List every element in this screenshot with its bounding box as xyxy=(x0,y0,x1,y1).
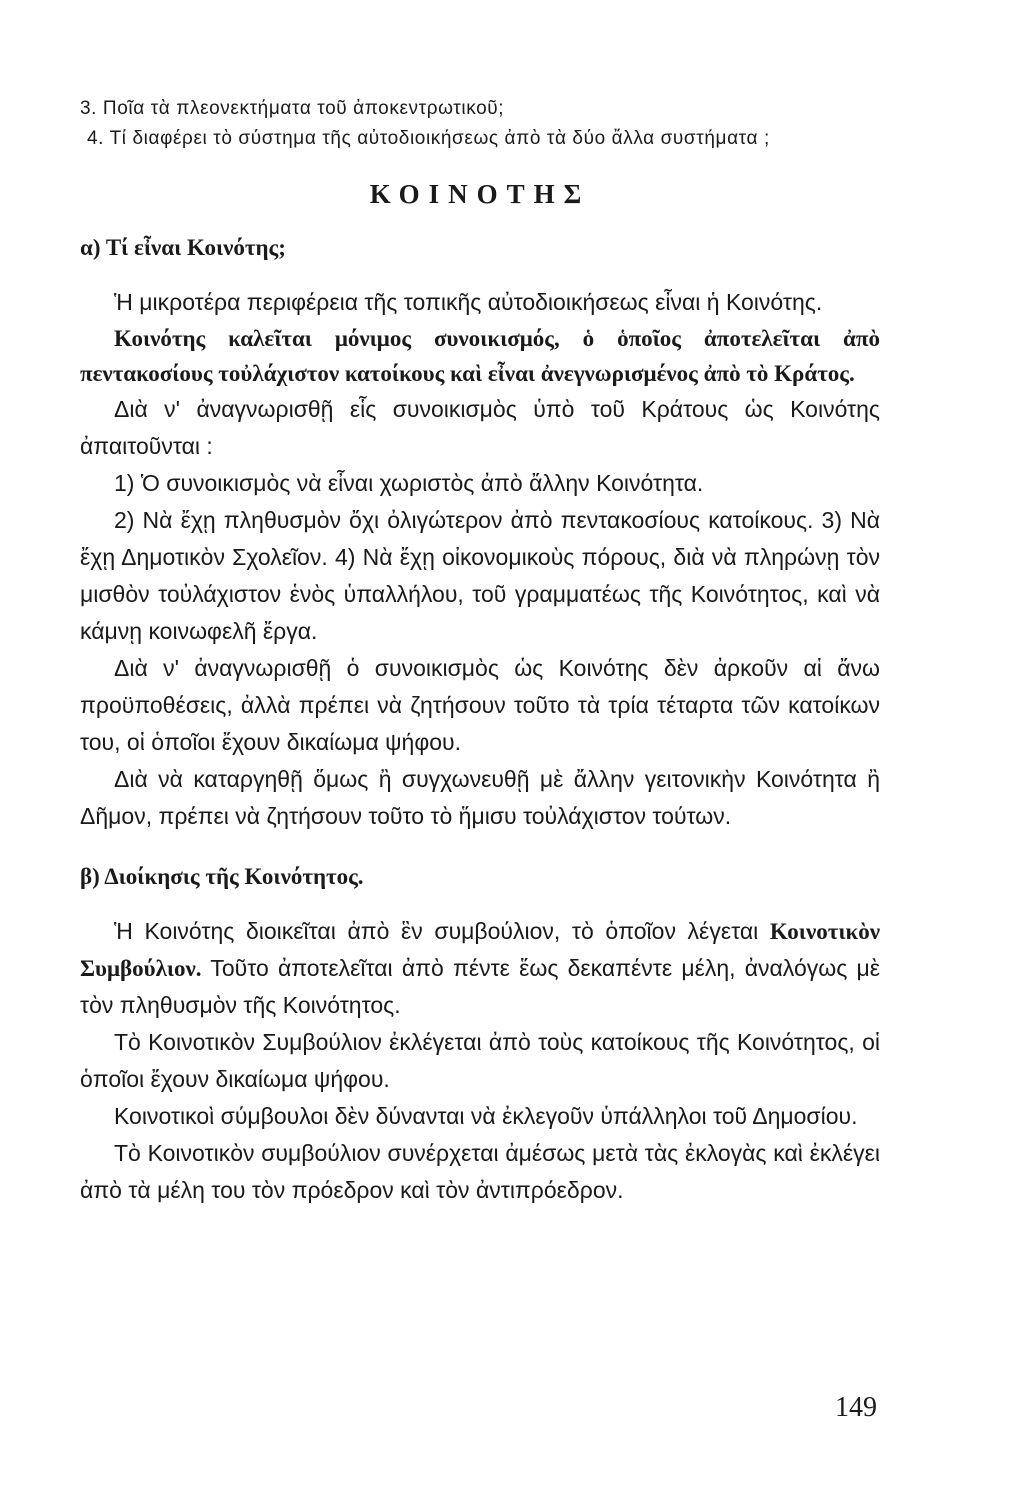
community-definition: Κοινότης καλεῖται μόνιμος συνοικισμός, ὁ ὁποῖος ἀποτελεῖται ἀπὸ πεντακοσίους τοὐλάχιστον κατοίκους καὶ εἶναι ἀνεγνωρισμένος ἀπὸ τὸ Κράτος. xyxy=(80,326,880,386)
page-number: 149 xyxy=(835,1392,877,1423)
page-content xyxy=(80,94,880,1209)
section-a-paragraph-4: Διὰ ν' ἀναγνωρισθῇ ὁ συνοικισμὸς ὡς Κοινότης δὲν ἀρκοῦν αἱ ἄνω προϋποθέσεις, ἀλλὰ πρέπει νὰ ζητήσουν τοῦτο τὰ τρία τέταρτα τῶν κατοίκων του, οἱ ὁποῖοι ἔχουν δικαίωμα ψήφου. xyxy=(80,655,880,755)
council-term: Κοινοτικὸν Συμβούλιον. xyxy=(80,919,880,981)
section-a-paragraph-5: Διὰ νὰ καταργηθῇ ὅμως ἢ συγχωνευθῇ μὲ ἄλλην γειτονικὴν Κοινότητα ἢ Δῆμον, πρέπει νὰ ζητήσουν τοῦτο τὸ ἥμισυ τοὐλάχιστον τούτων. xyxy=(80,766,880,829)
chapter-title: ΚΟΙΝΟΤΗΣ xyxy=(369,179,591,209)
section-a-paragraph-3: Διὰ ν' ἀναγνωρισθῇ εἷς συνοικισμὸς ὑπὸ τοῦ Κράτους ὡς Κοινότης ἀπαιτοῦνται : xyxy=(80,396,880,459)
requirement-1: 1) Ὁ συνοικισμὸς νὰ εἶναι χωριστὸς ἀπὸ ἄλλην Κοινότητα. xyxy=(114,470,704,496)
section-b-heading: β) Διοίκησις τῆς Κοινότητος. xyxy=(80,864,364,889)
section-b-paragraph-1 xyxy=(80,913,880,1024)
requirements-2-4: 2) Νὰ ἔχῃ πληθυσμὸν ὄχι ὀλιγώτερον ἀπὸ πεντακοσίους κατοίκους. 3) Νὰ ἔχῃ Δημοτικὸν Σχολεῖον. 4) Νὰ ἔχῃ οἰκονομικοὺς πόρους, διὰ νὰ πληρώνῃ τὸν μισθὸν τοὐλάχιστον ἑνὸς ὑπαλλήλου, τοῦ γραμματέως τῆς Κοινότητος, καὶ νὰ κάμνῃ κοινωφελῆ ἔργα. xyxy=(80,507,880,644)
section-b-p1-end: Τοῦτο ἀποτελεῖται ἀπὸ πέντε ἕως δεκαπέντε μέλη, ἀναλόγως μὲ τὸν πληθυσμὸν τῆς Κοινότητος. xyxy=(80,955,880,1018)
section-b-paragraph-2: Τὸ Κοινοτικὸν Συμβούλιον ἐκλέγεται ἀπὸ τοὺς κατοίκους τῆς Κοινότητος, οἱ ὁποῖοι ἔχουν δικαίωμα ψήφου. xyxy=(80,1029,880,1092)
section-b-paragraph-4: Τὸ Κοινοτικὸν συμβούλιον συνέρχεται ἀμέσως μετὰ τὰς ἐκλογὰς καὶ ἐκλέγει ἀπὸ τὰ μέλη του τὸν πρόεδρον καὶ τὸν ἀντιπρόεδρον. xyxy=(80,1140,880,1203)
section-b-p1-start: Ἡ Κοινότης διοικεῖται ἀπὸ ἓν συμβούλιον, τὸ ὁποῖον λέγεται xyxy=(114,918,770,944)
section-a-heading: α) Τί εἶναι Κοινότης; xyxy=(80,235,286,260)
question-3: 3. Ποῖα τὰ πλεονεκτήματα τοῦ ἀποκεντρωτικοῦ; xyxy=(80,98,505,119)
section-a-paragraph-1: Ἡ μικροτέρα περιφέρεια τῆς τοπικῆς αὐτοδιοικήσεως εἶναι ἡ Κοινότης. xyxy=(114,289,823,315)
question-4: 4. Τί διαφέρει τὸ σύστημα τῆς αὐτοδιοικήσεως ἀπὸ τὰ δύο ἄλλα συστήματα ; xyxy=(87,128,770,149)
section-b-paragraph-3: Κοινοτικοὶ σύμβουλοι δὲν δύνανται νὰ ἐκλεγοῦν ὑπάλληλοι τοῦ Δημοσίου. xyxy=(114,1103,858,1129)
